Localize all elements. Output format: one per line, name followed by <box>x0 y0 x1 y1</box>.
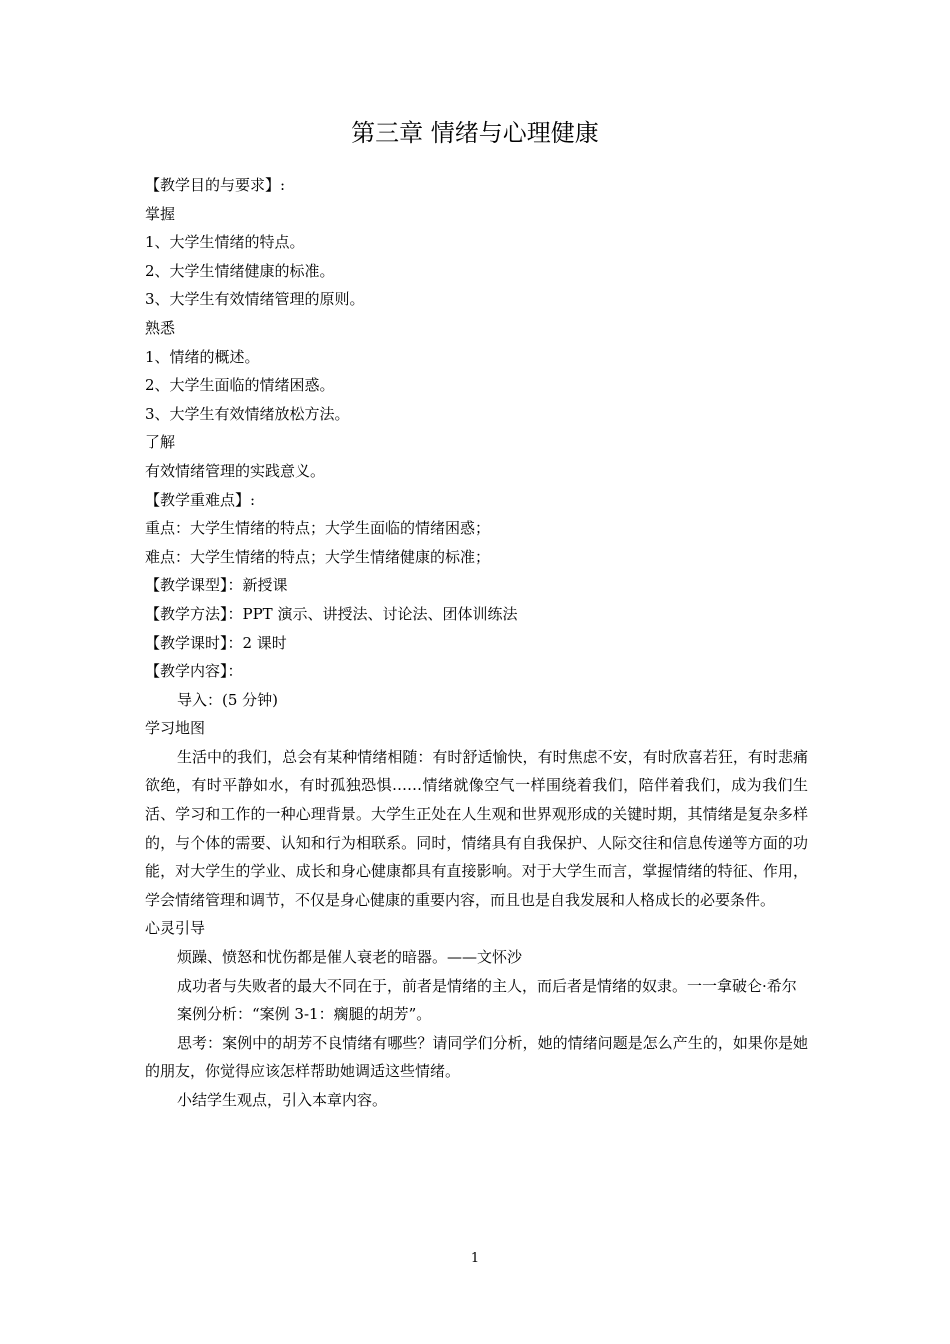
key-points-line: 重点：大学生情绪的特点；大学生面临的情绪困惑； <box>145 519 491 538</box>
document-body <box>145 171 808 1115</box>
learning-map-paragraph: 生活中的我们，总会有某种情绪相随：有时舒适愉快，有时焦虑不安，有时欣喜若狂，有时悲痛欲绝，有时平静如水，有时孤独恐惧……情绪就像空气一样围绕着我们，陪伴着我们，成为我们生活、学习和工作的一种心理背景。大学生正处在人生观和世界观形成的关键时期，其情绪是复杂多样的，与个体的需要、认知和行为相联系。同时，情绪具有自我保护、人际交往和信息传递等方面的功能，对大学生的学业、成长和身心健康都具有直接影响。对于大学生而言，掌握情绪的特征、作用，学会情绪管理和调节，不仅是身心健康的重要内容，而且也是自我发展和人格成长的必要条件。 <box>145 747 808 909</box>
page-number: 1 <box>470 1251 480 1266</box>
chapter-title: 第三章 情绪与心理健康 <box>351 119 599 147</box>
summary-line: 小结学生观点，引入本章内容。 <box>177 1091 388 1109</box>
class-hours-line: 【教学课时】：2 课时 <box>145 633 287 652</box>
mind-guide-heading: 心灵引导 <box>145 919 206 938</box>
case-analysis-line: 案例分析：“案例 3-1：瘸腿的胡芳”。 <box>177 1005 432 1024</box>
subheading-master: 掌握 <box>145 204 176 223</box>
teaching-method-line: 【教学方法】：PPT 演示、讲授法、讨论法、团体训练法 <box>145 604 518 623</box>
think-paragraph: 思考：案例中的胡芳不良情绪有哪些？请同学们分析，她的情绪问题是怎么产生的，如果你是她的朋友，你觉得应该怎样帮助她调适这些情绪。 <box>145 1033 808 1081</box>
lesson-type-line: 【教学课型】：新授课 <box>145 576 288 595</box>
difficult-points-line: 难点：大学生情绪的特点；大学生情绪健康的标准； <box>145 547 491 566</box>
intro-line: 导入：(5 分钟) <box>177 690 279 709</box>
list-item: 1、情绪的概述。 <box>145 347 260 366</box>
list-item: 1、大学生情绪的特点。 <box>145 233 305 252</box>
list-item: 2、大学生情绪健康的标准。 <box>145 261 335 280</box>
section-heading-objectives: 【教学目的与要求】: <box>145 176 286 194</box>
list-item: 3、大学生有效情绪放松方法。 <box>145 404 350 423</box>
subheading-understand: 了解 <box>145 433 176 452</box>
section-heading-content: 【教学内容】： <box>145 662 243 681</box>
subheading-familiar: 熟悉 <box>145 318 176 337</box>
section-heading-key-points: 【教学重难点】: <box>145 490 256 509</box>
list-item: 2、大学生面临的情绪困惑。 <box>145 376 335 395</box>
list-item: 有效情绪管理的实践意义。 <box>145 461 326 480</box>
learning-map-heading: 学习地图 <box>145 719 206 738</box>
list-item: 3、大学生有效情绪管理的原则。 <box>145 290 365 309</box>
quote-napoleon-hill: 成功者与失败者的最大不同在于，前者是情绪的主人，而后者是情绪的奴隶。一一拿破仑·希尔 <box>177 976 797 995</box>
quote-wen-huaisha: 烦躁、愤怒和忧伤都是催人衰老的暗器。——文怀沙 <box>177 948 523 967</box>
